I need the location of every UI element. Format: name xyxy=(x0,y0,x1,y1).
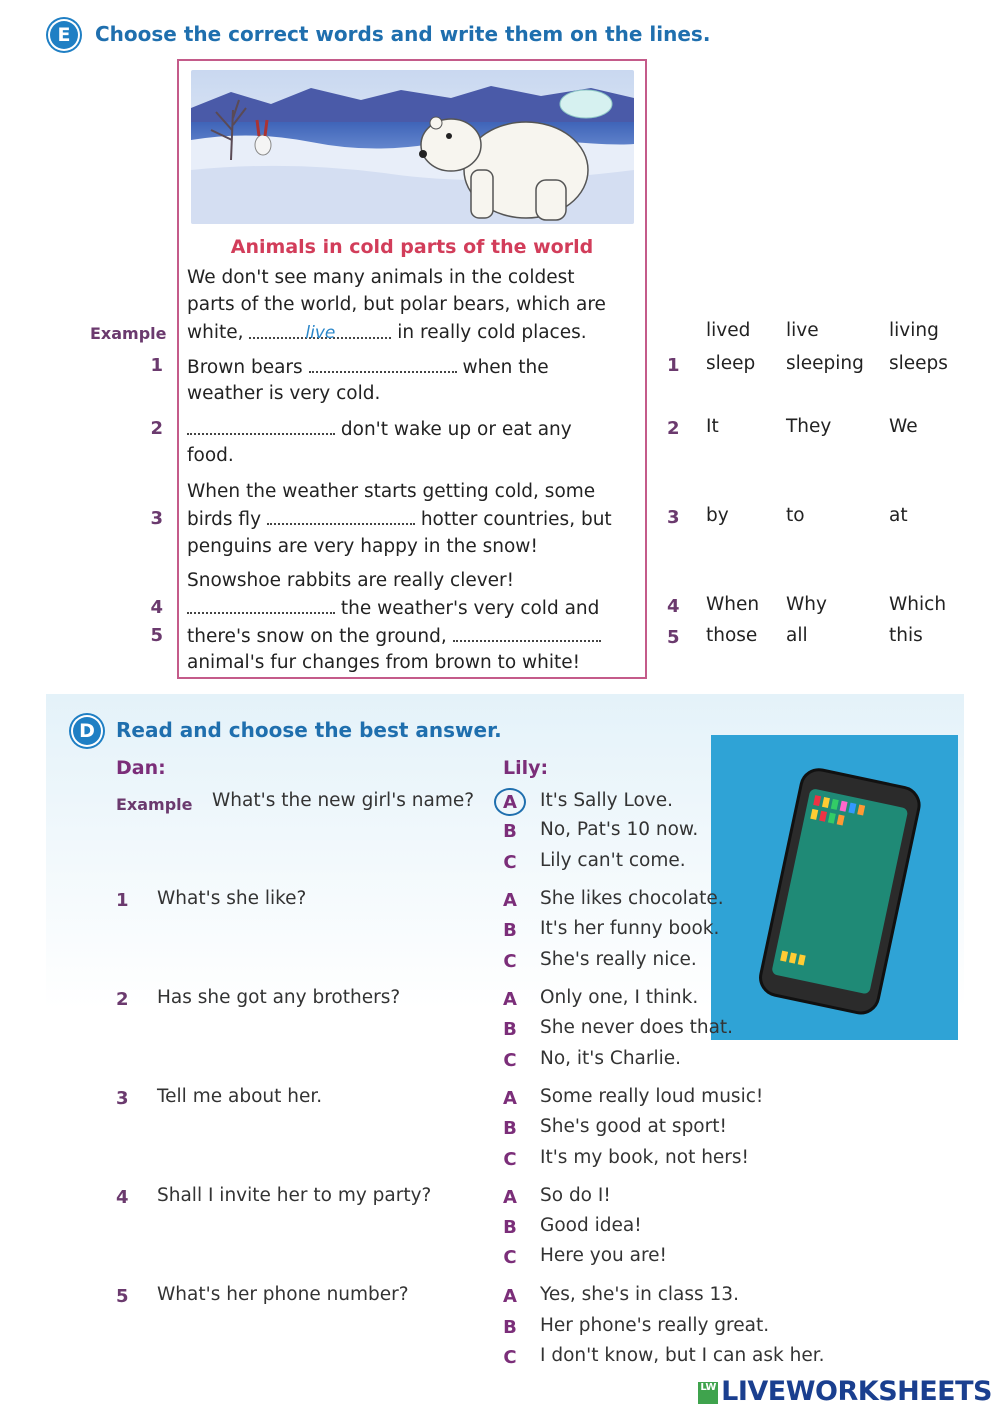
item-text: there's snow on the ground, xyxy=(187,626,447,647)
example-label: Example xyxy=(116,795,193,814)
item-text: when the xyxy=(462,357,549,378)
question-number: 2 xyxy=(116,989,129,1010)
answer-text[interactable]: Some really loud music! xyxy=(540,1086,764,1107)
option: by xyxy=(706,505,729,526)
question-number: 3 xyxy=(116,1088,129,1109)
item-text: birds fly xyxy=(187,509,262,530)
question-text: Has she got any brothers? xyxy=(157,987,401,1008)
answer-blank-3[interactable] xyxy=(267,505,415,525)
option: all xyxy=(786,625,808,646)
option: Which xyxy=(889,594,947,615)
option: Why xyxy=(786,594,827,615)
example-option: lived xyxy=(706,320,751,341)
section-d-title: Read and choose the best answer. xyxy=(116,718,502,742)
question-text: What's she like? xyxy=(157,888,307,909)
option: to xyxy=(786,505,805,526)
answer-text[interactable]: It's my book, not hers! xyxy=(540,1147,749,1168)
answer-text[interactable]: She's really nice. xyxy=(540,949,697,970)
answer-letter[interactable]: B xyxy=(503,1118,517,1139)
answer-text[interactable]: She's good at sport! xyxy=(540,1116,727,1137)
question-number: 5 xyxy=(116,1286,129,1307)
example-option: live xyxy=(786,320,819,341)
answer-letter[interactable]: A xyxy=(503,1088,517,1109)
speaker-lily: Lily: xyxy=(503,757,549,779)
answer-text[interactable]: Lily can't come. xyxy=(540,850,686,871)
section-d-badge: D xyxy=(73,717,101,745)
answer-text[interactable]: So do I! xyxy=(540,1185,611,1206)
example-pre: white, xyxy=(187,322,244,343)
option: this xyxy=(889,625,923,646)
answer-blank-5[interactable] xyxy=(453,622,601,642)
section-e-badge: E xyxy=(50,21,78,49)
passage-line: parts of the world, but polar bears, which are xyxy=(187,294,606,315)
question-text: Tell me about her. xyxy=(157,1086,323,1107)
answer-text[interactable]: No, Pat's 10 now. xyxy=(540,819,699,840)
item-1-line xyxy=(187,353,549,381)
answer-letter[interactable]: C xyxy=(503,951,517,972)
question-text: Shall I invite her to my party? xyxy=(157,1185,432,1206)
item-text: don't wake up or eat any xyxy=(340,419,572,440)
item-number: 4 xyxy=(150,597,163,618)
answer-text[interactable]: Yes, she's in class 13. xyxy=(540,1284,739,1305)
answer-letter[interactable]: C xyxy=(503,1247,517,1268)
answer-letter[interactable]: C xyxy=(503,852,517,873)
logo-mark-icon: LW xyxy=(698,1382,718,1404)
answer-text[interactable]: Good idea! xyxy=(540,1215,642,1236)
example-answer-blank xyxy=(249,319,391,343)
answer-letter[interactable]: C xyxy=(503,1347,517,1368)
item-number: 2 xyxy=(150,418,163,439)
speaker-dan: Dan: xyxy=(116,757,166,779)
question-number: 4 xyxy=(116,1187,129,1208)
option: It xyxy=(706,416,719,437)
item-4-line xyxy=(187,594,599,622)
polar-bear-illustration xyxy=(191,70,634,224)
question-text: What's the new girl's name? xyxy=(212,790,475,811)
item-2-line xyxy=(187,415,572,443)
phone-illustration xyxy=(711,735,958,1040)
answer-letter[interactable]: B xyxy=(503,920,517,941)
answer-blank-2[interactable] xyxy=(187,415,335,435)
option: They xyxy=(786,416,832,437)
item-text: hotter countries, but xyxy=(420,509,612,530)
option: sleeps xyxy=(889,353,948,374)
option-number: 3 xyxy=(667,507,680,528)
answer-text[interactable]: No, it's Charlie. xyxy=(540,1048,682,1069)
answer-letter[interactable]: B xyxy=(503,821,517,842)
answer-letter[interactable]: B xyxy=(503,1217,517,1238)
answer-letter[interactable]: C xyxy=(503,1050,517,1071)
answer-text[interactable]: Here you are! xyxy=(540,1245,667,1266)
answer-text[interactable]: Her phone's really great. xyxy=(540,1315,770,1336)
example-option: living xyxy=(889,320,939,341)
option: sleeping xyxy=(786,353,864,374)
answer-letter[interactable]: A xyxy=(503,989,517,1010)
item-1-line2: weather is very cold. xyxy=(187,383,381,404)
passage-title: Animals in cold parts of the world xyxy=(230,236,594,258)
option: When xyxy=(706,594,760,615)
item-number: 3 xyxy=(150,508,163,529)
option: at xyxy=(889,505,908,526)
option: We xyxy=(889,416,918,437)
example-line xyxy=(187,319,587,346)
answer-letter[interactable]: B xyxy=(503,1019,517,1040)
answer-letter[interactable]: A xyxy=(503,1286,517,1307)
question-text: What's her phone number? xyxy=(157,1284,409,1305)
answer-text[interactable]: I don't know, but I can ask her. xyxy=(540,1345,825,1366)
item-5-line2: animal's fur changes from brown to white! xyxy=(187,652,581,673)
answer-blank-1[interactable] xyxy=(309,353,457,373)
item-5-line xyxy=(187,622,601,650)
example-label: Example xyxy=(90,324,167,343)
option-number: 5 xyxy=(667,627,680,648)
answer-letter[interactable]: C xyxy=(503,1149,517,1170)
answer-letter[interactable]: A xyxy=(503,792,517,813)
question-number: 1 xyxy=(116,890,129,911)
item-2-line2: food. xyxy=(187,445,234,466)
liveworksheets-logo xyxy=(698,1376,992,1407)
logo-text: LIVEWORKSHEETS xyxy=(721,1376,992,1407)
section-e-title: Choose the correct words and write them on the lines. xyxy=(95,22,711,46)
answer-letter[interactable]: A xyxy=(503,1187,517,1208)
option-number: 4 xyxy=(667,596,680,617)
item-number: 1 xyxy=(150,355,163,376)
option: sleep xyxy=(706,353,756,374)
item-number: 5 xyxy=(150,625,163,646)
answer-letter[interactable]: B xyxy=(503,1317,517,1338)
option-number: 2 xyxy=(667,418,680,439)
answer-text[interactable]: She likes chocolate. xyxy=(540,888,724,909)
answer-text[interactable]: It's Sally Love. xyxy=(540,790,674,811)
item-text: Brown bears xyxy=(187,357,303,378)
answer-blank-4[interactable] xyxy=(187,594,335,614)
example-post: in really cold places. xyxy=(397,322,587,343)
answer-text[interactable]: Only one, I think. xyxy=(540,987,699,1008)
option-number: 1 xyxy=(667,355,680,376)
option: those xyxy=(706,625,758,646)
example-answer: live xyxy=(305,323,336,343)
passage-line: We don't see many animals in the coldest xyxy=(187,267,575,288)
item-3-line xyxy=(187,505,612,533)
answer-text[interactable]: It's her funny book. xyxy=(540,918,720,939)
item-3-line0: When the weather starts getting cold, some xyxy=(187,481,596,502)
item-3-line2: penguins are very happy in the snow! xyxy=(187,536,538,557)
item-text: the weather's very cold and xyxy=(340,598,600,619)
answer-letter[interactable]: A xyxy=(503,890,517,911)
item-4-line0: Snowshoe rabbits are really clever! xyxy=(187,570,515,591)
answer-text[interactable]: She never does that. xyxy=(540,1017,734,1038)
